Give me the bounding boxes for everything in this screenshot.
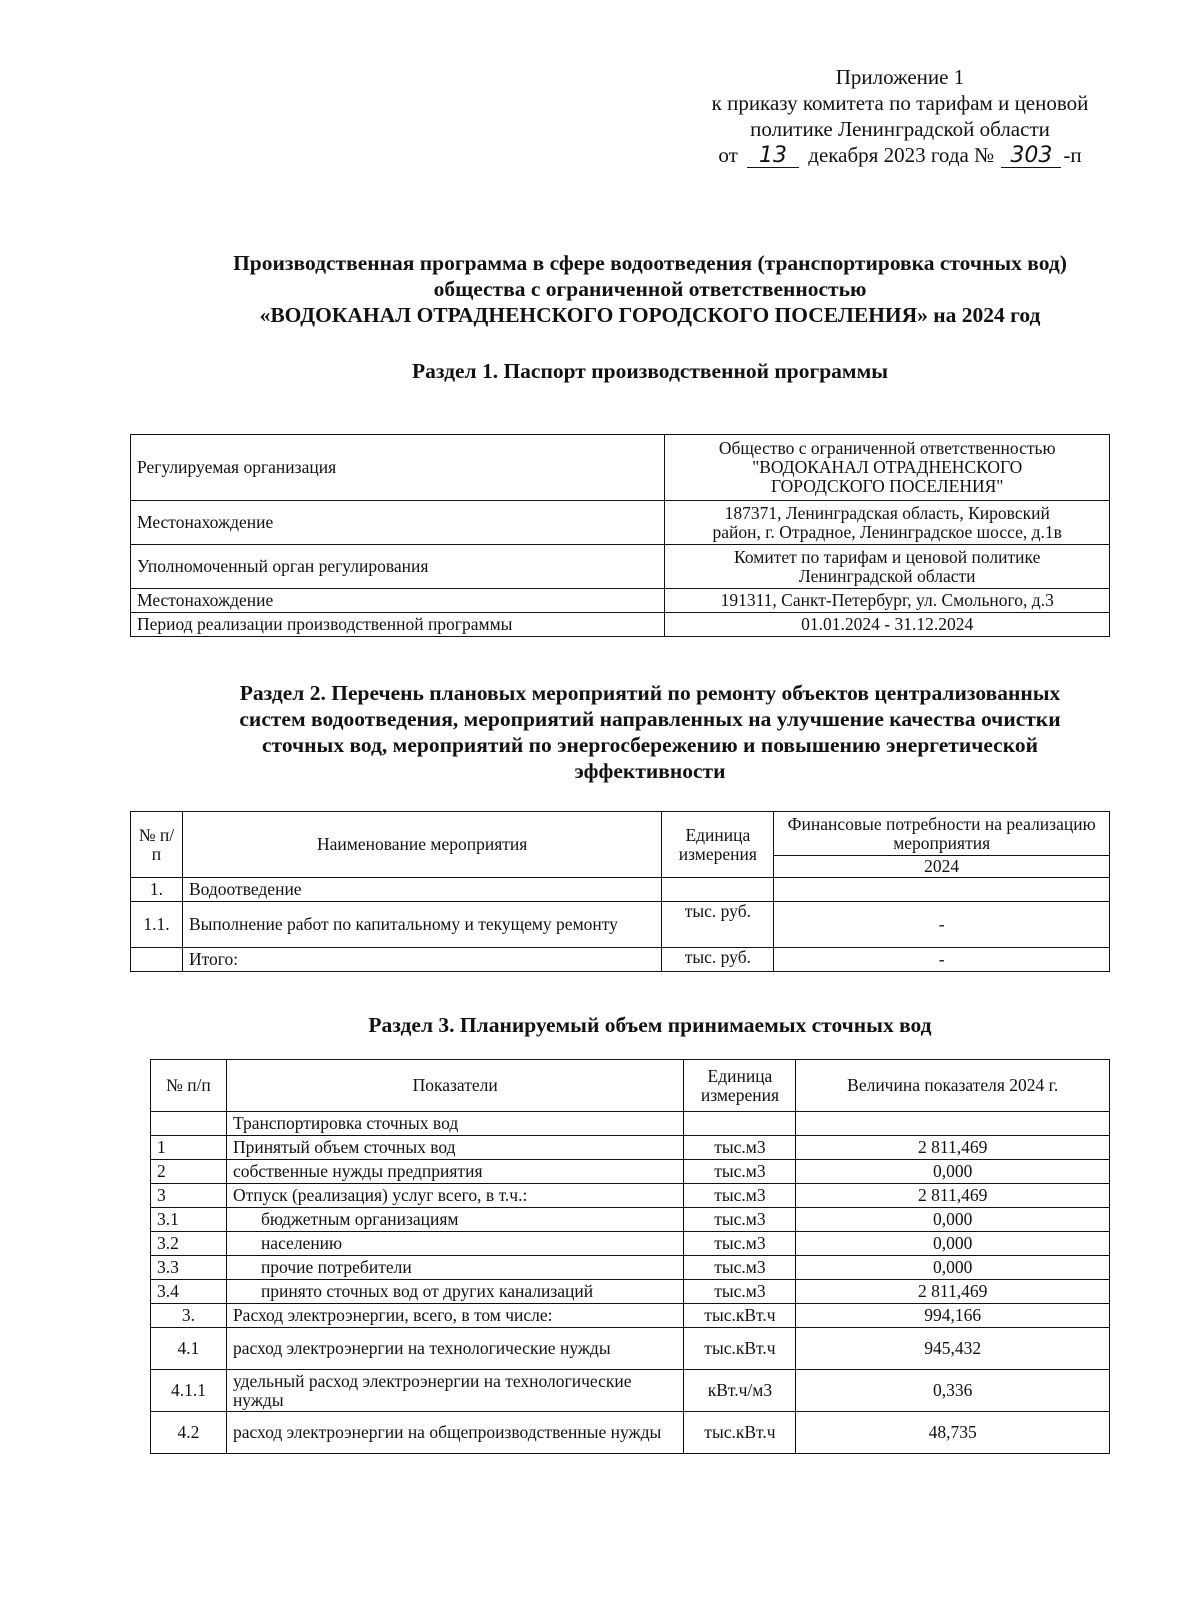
appendix-month-year: декабря 2023 года № xyxy=(808,143,995,167)
row-name: удельный расход электроэнергии на технологические нужды xyxy=(226,1370,684,1412)
row-num: 3. xyxy=(151,1304,227,1328)
table-row xyxy=(131,545,1110,589)
row-value: 2 811,469 xyxy=(796,1184,1110,1208)
title-line-2: общества с ограниченной ответственностью xyxy=(433,277,867,301)
row-num xyxy=(151,1112,227,1136)
row-name: Водоотведение xyxy=(182,878,661,902)
appendix-line-1: Приложение 1 xyxy=(835,65,965,89)
row-unit: тыс.м3 xyxy=(684,1280,796,1304)
handwritten-number: 303 xyxy=(1001,145,1061,168)
row-label: Местонахождение xyxy=(131,589,665,613)
table-row xyxy=(151,1412,1110,1454)
value-line: "ВОДОКАНАЛ ОТРАДНЕНСКОГО xyxy=(752,457,1023,477)
header-unit: Единица измерения xyxy=(662,812,774,878)
row-value: 0,000 xyxy=(796,1256,1110,1280)
row-unit: тыс.м3 xyxy=(684,1184,796,1208)
table-row xyxy=(151,1370,1110,1412)
measures-table xyxy=(130,811,1110,972)
volume-table xyxy=(150,1059,1110,1454)
row-value: 0,000 xyxy=(796,1160,1110,1184)
row-num: 4.1.1 xyxy=(151,1370,227,1412)
row-unit: тыс.м3 xyxy=(684,1232,796,1256)
value-line: Ленинградской области xyxy=(798,565,976,586)
row-name: населению xyxy=(226,1232,684,1256)
table-row xyxy=(151,1136,1110,1160)
section-2-title-line: систем водоотведения, мероприятий направленных на улучшение качества очистки xyxy=(239,707,1061,731)
handwritten-day: 13 xyxy=(747,145,799,168)
row-unit: тыс.кВт.ч xyxy=(684,1412,796,1454)
header-name: Наименование мероприятия xyxy=(182,812,661,878)
row-value: - xyxy=(774,902,1110,948)
table-row xyxy=(131,435,1110,501)
row-num: 1 xyxy=(151,1136,227,1160)
table-row xyxy=(131,948,1110,972)
table-row xyxy=(151,1328,1110,1370)
table-row xyxy=(151,1112,1110,1136)
row-value xyxy=(796,1112,1110,1136)
table-row xyxy=(131,613,1110,637)
row-name: Итого: xyxy=(182,948,661,972)
header-value: Величина показателя 2024 г. xyxy=(796,1060,1110,1112)
row-unit: тыс. руб. xyxy=(662,948,774,972)
value-line: 01.01.2024 - 31.12.2024 xyxy=(801,614,974,634)
row-label: Уполномоченный орган регулирования xyxy=(131,545,665,589)
row-value xyxy=(665,613,1110,637)
row-num: 3.4 xyxy=(151,1280,227,1304)
row-unit xyxy=(684,1112,796,1136)
row-name: Выполнение работ по капитальному и текущему ремонту xyxy=(182,902,661,948)
header-num: № п/п xyxy=(131,812,183,878)
table-row xyxy=(151,1256,1110,1280)
table-row xyxy=(131,878,1110,902)
row-value: 0,336 xyxy=(796,1370,1110,1412)
table-row xyxy=(151,1160,1110,1184)
row-num: 4.1 xyxy=(151,1328,227,1370)
row-value: - xyxy=(774,948,1110,972)
row-unit: тыс.кВт.ч xyxy=(684,1304,796,1328)
value-line: Общество с ограниченной ответственностью xyxy=(718,438,1056,458)
header-finance: Финансовые потребности на реализацию мероприятия xyxy=(774,812,1110,856)
row-value xyxy=(774,878,1110,902)
row-unit: тыс.м3 xyxy=(684,1256,796,1280)
row-value xyxy=(665,501,1110,545)
value-line: ГОРОДСКОГО ПОСЕЛЕНИЯ" xyxy=(770,476,1004,496)
row-name: Транспортировка сточных вод xyxy=(226,1112,684,1136)
row-num: 3.1 xyxy=(151,1208,227,1232)
title-line-1: Производственная программа в сфере водоотведения (транспортировка сточных вод) xyxy=(233,251,1067,275)
appendix-suffix: -п xyxy=(1063,143,1082,167)
row-num: 3 xyxy=(151,1184,227,1208)
row-name: Принятый объем сточных вод xyxy=(226,1136,684,1160)
row-value: 945,432 xyxy=(796,1328,1110,1370)
row-unit: кВт.ч/м3 xyxy=(684,1370,796,1412)
section-2-title-line: Раздел 2. Перечень плановых мероприятий по ремонту объектов централизованных xyxy=(239,681,1061,705)
table-row xyxy=(131,501,1110,545)
document-title xyxy=(150,250,1150,328)
row-value: 994,166 xyxy=(796,1304,1110,1328)
section-2-title-line: сточных вод, мероприятий по энергосбережению и повышению энергетической xyxy=(262,733,1038,757)
value-line: район, г. Отрадное, Ленинградское шоссе, д.1в xyxy=(712,521,1062,542)
header-name: Показатели xyxy=(226,1060,684,1112)
row-name: бюджетным организациям xyxy=(226,1208,684,1232)
row-name: собственные нужды предприятия xyxy=(226,1160,684,1184)
row-unit: тыс. руб. xyxy=(662,902,774,948)
title-line-3: «ВОДОКАНАЛ ОТРАДНЕНСКОГО ГОРОДСКОГО ПОСЕЛЕНИЯ» на 2024 год xyxy=(259,303,1041,327)
row-num: 1. xyxy=(131,878,183,902)
row-name: прочие потребители xyxy=(226,1256,684,1280)
table-row xyxy=(131,902,1110,948)
section-3-title: Раздел 3. Планируемый объем принимаемых сточных вод xyxy=(368,1013,932,1037)
section-1-title: Раздел 1. Паспорт производственной программы xyxy=(411,359,889,383)
row-label: Регулируемая организация xyxy=(131,435,665,501)
row-num: 4.2 xyxy=(151,1412,227,1454)
passport-table xyxy=(130,434,1110,637)
row-value: 0,000 xyxy=(796,1208,1110,1232)
appendix-header xyxy=(640,64,1160,168)
row-unit: тыс.м3 xyxy=(684,1160,796,1184)
row-unit xyxy=(662,878,774,902)
appendix-line-3: политике Ленинградской области xyxy=(750,117,1050,141)
row-unit: тыс.кВт.ч xyxy=(684,1328,796,1370)
header-num: № п/п xyxy=(151,1060,227,1112)
row-num xyxy=(131,948,183,972)
appendix-from: от xyxy=(718,143,738,167)
table-row xyxy=(151,1280,1110,1304)
row-label: Местонахождение xyxy=(131,501,665,545)
row-name: Отпуск (реализация) услуг всего, в т.ч.: xyxy=(226,1184,684,1208)
row-value xyxy=(665,545,1110,589)
header-unit: Единица измерения xyxy=(684,1060,796,1112)
row-value xyxy=(665,589,1110,613)
row-label: Период реализации производственной программы xyxy=(131,613,665,637)
value-line: 191311, Санкт-Петербург, ул. Смольного, д.3 xyxy=(720,590,1054,610)
row-name: расход электроэнергии на технологические нужды xyxy=(226,1328,684,1370)
appendix-line-4 xyxy=(640,142,1160,168)
row-name: принято сточных вод от других канализаций xyxy=(226,1280,684,1304)
table-row xyxy=(131,589,1110,613)
table-row xyxy=(151,1184,1110,1208)
table-row xyxy=(151,1208,1110,1232)
table-row xyxy=(151,1232,1110,1256)
row-name: Расход электроэнергии, всего, в том числе: xyxy=(226,1304,684,1328)
row-num: 1.1. xyxy=(131,902,183,948)
row-value: 0,000 xyxy=(796,1232,1110,1256)
section-2-title xyxy=(150,680,1150,784)
row-unit: тыс.м3 xyxy=(684,1136,796,1160)
row-value: 48,735 xyxy=(796,1412,1110,1454)
row-num: 3.2 xyxy=(151,1232,227,1256)
row-num: 3.3 xyxy=(151,1256,227,1280)
appendix-line-2: к приказу комитета по тарифам и ценовой xyxy=(711,91,1089,115)
table-row xyxy=(151,1304,1110,1328)
section-2-title-line: эффективности xyxy=(574,759,726,783)
row-num: 2 xyxy=(151,1160,227,1184)
value-line: 187371, Ленинградская область, Кировский xyxy=(724,502,1050,523)
row-value: 2 811,469 xyxy=(796,1280,1110,1304)
row-value: 2 811,469 xyxy=(796,1136,1110,1160)
row-name: расход электроэнергии на общепроизводственные нужды xyxy=(226,1412,684,1454)
header-year: 2024 xyxy=(774,856,1110,878)
row-value xyxy=(665,435,1110,501)
row-unit: тыс.м3 xyxy=(684,1208,796,1232)
value-line: Комитет по тарифам и ценовой политике xyxy=(734,546,1041,567)
